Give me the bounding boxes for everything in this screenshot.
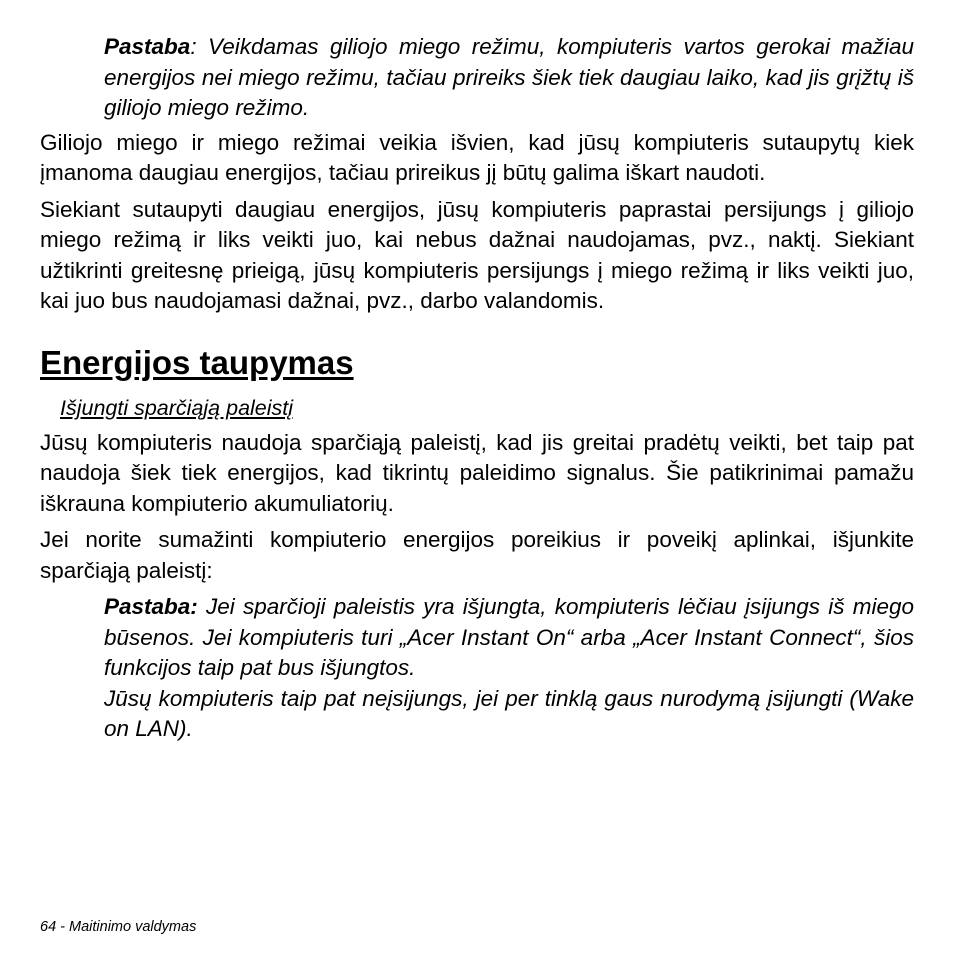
page-footer: 64 - Maitinimo valdymas: [40, 919, 197, 935]
section-subheading: Išjungti sparčiąją paleistį: [60, 395, 294, 420]
section-heading: Energijos taupymas: [40, 343, 354, 381]
note-deep-sleep: [104, 32, 914, 124]
note-wake-on-lan: Jūsų kompiuteris taip pat neįsijungs, jei per tinklą gaus nurodymą įsijungti (Wake on LAN).: [104, 685, 914, 741]
note-label: Pastaba: [104, 34, 191, 59]
paragraph-energy-saving: Siekiant sutaupyti daugiau energijos, jūsų kompiuteris paprastai persijungs į giliojo miego režimą ir liks veikti juo, kai nebus dažnai naudojamas, pvz., naktį. Siekiant užtikrinti greitesnę prieigą, jūsų kompiuteris persijungs į miego režimą ir liks veikti juo, kai juo bus naudojamasi dažnai, pvz., darbo valandomis.: [40, 196, 914, 313]
note-label: Pastaba:: [104, 594, 198, 619]
page-content: [40, 32, 914, 745]
paragraph-sleep-modes: Giliojo miego ir miego režimai veikia išvien, kad jūsų kompiuteris sutaupytų kiek įmanoma daugiau energijos, tačiau prireikus jį būtų galima iškart naudoti.: [40, 129, 914, 185]
note-text: : Veikdamas giliojo miego režimu, kompiuteris vartos gerokai mažiau energijos nei miego režimu, tačiau prireiks šiek tiek daugiau laiko, kad jis grįžtų iš giliojo miego režimo.: [104, 34, 914, 120]
paragraph-fast-startup: Jūsų kompiuteris naudoja sparčiąją paleistį, kad jis greitai pradėtų veikti, bet taip pat naudoja šiek tiek energijos, kad tikrintų paleidimo signalus. Šie patikrinimai pamažu iškrauna kompiuterio akumuliatorių.: [40, 429, 914, 516]
note-text: Jei sparčioji paleistis yra išjungta, kompiuteris lėčiau įsijungs iš miego būsenos. Jei kompiuteris turi „Acer Instant On“ arba „Acer Instant Connect“, šios funkcijos taip pat bus išjungtos.: [104, 594, 914, 680]
paragraph-disable-instruction: Jei norite sumažinti kompiuterio energijos poreikius ir poveikį aplinkai, išjunkite sparčiąją paleistį:: [40, 527, 914, 583]
note-fast-startup: [104, 592, 914, 684]
